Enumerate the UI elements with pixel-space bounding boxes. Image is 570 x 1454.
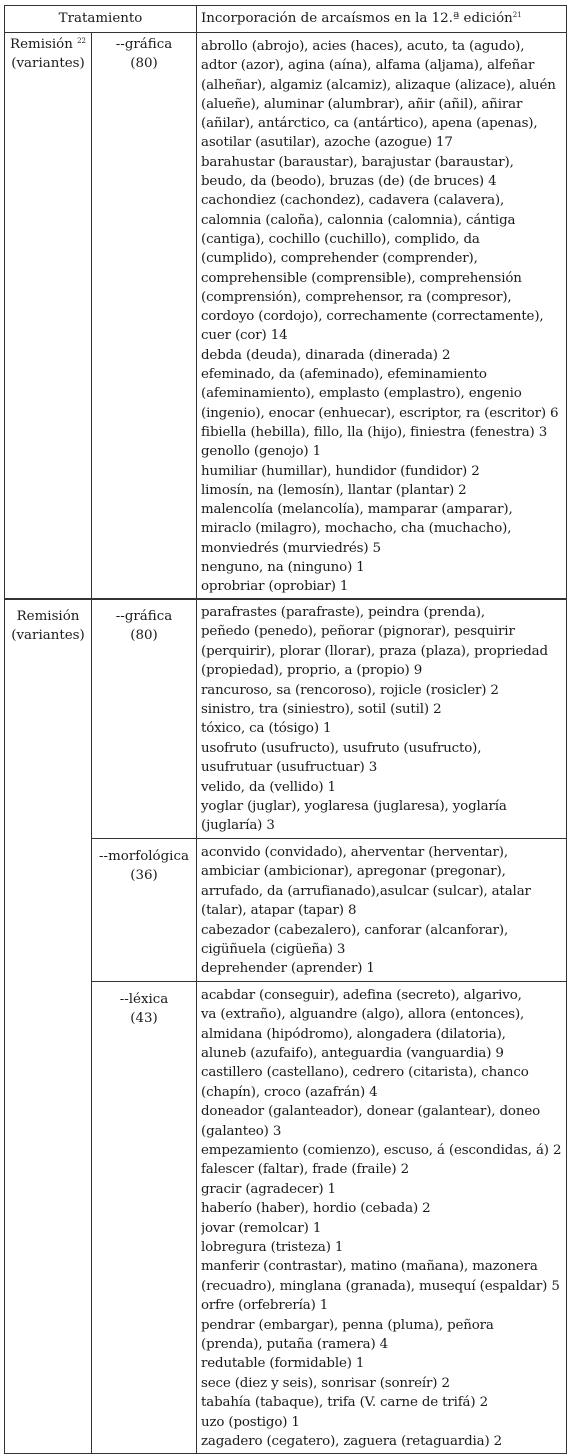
- header-tratamiento: Tratamiento: [5, 6, 197, 33]
- word-list-line: velido, da (vellido) 1: [201, 779, 336, 795]
- word-list-line: peñedo (penedo), peñorar (pignorar), pesquirir: [201, 624, 515, 640]
- word-list-line: comprehensible (comprensible), comprehensión: [201, 270, 522, 286]
- word-list-line: abrollo (abrojo), acies (haces), acuto, ta (agudo),: [201, 39, 525, 54]
- type-label: --gráfica: [115, 609, 173, 624]
- type-label: --morfológica: [99, 848, 189, 864]
- word-list-line: cigüñuela (cigüeña) 3: [201, 941, 346, 957]
- type-label: --léxica: [119, 991, 169, 1007]
- word-list-line: efeminado, da (afeminado), efeminamiento: [201, 367, 487, 383]
- word-list-line: limosín, na (lemosín), llantar (plantar) 2: [201, 482, 467, 498]
- word-list-line: deprehender (aprender) 1: [201, 961, 375, 977]
- word-list-line: uzo (postigo) 1: [201, 1414, 300, 1430]
- word-list-line: usofruto (usufructo), usufruto (usufructo),: [201, 740, 482, 756]
- word-list-line: beudo, da (beodo), bruzas (de) (de bruces) 4: [201, 174, 497, 190]
- word-list-line: debda (deuda), dinarada (dinerada) 2: [201, 347, 451, 363]
- word-list-line: gracir (agradecer) 1: [201, 1181, 336, 1197]
- word-list-line: acabdar (conseguir), adefina (secreto), algarivo,: [201, 987, 522, 1003]
- category-cell: [5, 33, 92, 600]
- arcaismos-table-part2: [4, 598, 567, 1454]
- arcaismos-table-part1: [4, 5, 567, 600]
- word-list-line: (galanteo) 3: [201, 1123, 282, 1139]
- word-list-line: arrufado, da (arrufianado),asulcar (sulcar), atalar: [201, 883, 531, 899]
- word-list-line: (cumplido), comprehender (comprender),: [201, 251, 478, 267]
- word-list-line: (chapín), croco (azafrán) 4: [201, 1084, 378, 1100]
- type-label: --gráfica: [115, 37, 173, 52]
- word-list-line: calomnia (caloña), calonnia (calomnia), cántiga: [201, 212, 516, 228]
- word-list-line: lobregura (tristeza) 1: [201, 1240, 344, 1255]
- word-list-line: genollo (genojo) 1: [201, 444, 321, 460]
- header-incorporacion-text: Incorporación de arcaísmos en la 12.ª edición: [201, 11, 513, 26]
- word-list-line: (propiedad), proprio, a (propio) 9: [201, 663, 423, 679]
- word-list-line: manferir (contrastar), matino (mañana), mazonera: [201, 1259, 538, 1275]
- word-list-line: fibiella (hebilla), fillo, lla (hijo), finiestra (fenestra) 3: [201, 424, 548, 440]
- word-list-line: humiliar (humillar), hundidor (fundidor) 2: [201, 463, 480, 479]
- word-list-line: miraclo (milagro), mochacho, cha (muchacho),: [201, 521, 512, 537]
- word-list-line: tabahía (tabaque), trifa (V. carne de trifá) 2: [201, 1395, 488, 1411]
- word-list-line: tóxico, ca (tósigo) 1: [201, 721, 332, 737]
- word-list-line: cachondiez (cachondez), cadavera (calavera),: [201, 193, 505, 209]
- word-list-line: nenguno, na (ninguno) 1: [201, 560, 365, 576]
- table-row: [5, 33, 567, 600]
- type-cell: [92, 838, 197, 981]
- word-list: [197, 33, 567, 600]
- word-list-line: yoglar (juglar), yoglaresa (juglaresa), yoglaría: [201, 799, 507, 815]
- word-list-line: castillero (castellano), cedrero (citarista), chanco: [201, 1065, 529, 1081]
- word-list-line: rancuroso, sa (rencoroso), rojicle (rosicler) 2: [201, 682, 499, 698]
- header-incorporacion: [197, 6, 567, 33]
- type-count: (36): [130, 867, 158, 883]
- category-sublabel: (variantes): [11, 56, 85, 71]
- table-row: [5, 599, 567, 839]
- word-list-line: sinistro, tra (siniestro), sotil (sutil) 2: [201, 702, 442, 718]
- word-list-line: (afeminamiento), emplasto (emplastro), engenio: [201, 386, 522, 402]
- category-sublabel: (variantes): [11, 628, 85, 643]
- category-label: Remisión: [16, 609, 80, 624]
- word-list-line: malencolía (melancolía), mamparar (amparar),: [201, 502, 513, 518]
- word-list: [197, 981, 567, 1454]
- word-list-line: doneador (galanteador), donear (galantear), doneo: [201, 1104, 541, 1120]
- type-cell: [92, 33, 197, 600]
- word-list-line: (talar), atapar (tapar) 8: [201, 903, 357, 919]
- word-list-line: (perquirir), plorar (llorar), praza (plaza), propriedad: [201, 643, 548, 659]
- word-list-line: aconvido (convidado), aherventar (herventar),: [201, 844, 508, 860]
- word-list-line: (alheñar), algamiz (alcamiz), alizaque (alizace), aluén: [201, 77, 556, 93]
- word-list-line: va (extraño), alguandre (algo), allora (entonces),: [201, 1007, 525, 1023]
- word-list-line: cuer (cor) 14: [201, 328, 288, 344]
- footnote-ref-21: 21: [512, 11, 522, 19]
- word-list-line: (ingenio), enocar (enhuecar), escriptor, ra (escritor) 6: [201, 405, 559, 421]
- word-list-line: barahustar (baraustar), barajustar (baraustar),: [201, 154, 514, 170]
- word-list-line: ambiciar (ambicionar), apregonar (pregonar),: [201, 864, 506, 880]
- word-list-line: cordoyo (cordojo), correchamente (correctamente),: [201, 309, 544, 325]
- word-list-line: pendrar (embargar), penna (pluma), peñora: [201, 1317, 494, 1333]
- word-list-line: (comprensión), comprehensor, ra (compresor),: [201, 289, 512, 305]
- word-list-line: empezamiento (comienzo), escuso, á (escondidas, á) 2: [201, 1142, 562, 1158]
- word-list-line: (prenda), putaña (ramera) 4: [201, 1337, 389, 1353]
- word-list-line: monviedrés (murviedrés) 5: [201, 540, 381, 556]
- word-list-line: adtor (azor), agina (aína), alfama (aljama), alfeñar: [201, 58, 535, 74]
- type-count: (80): [130, 628, 158, 643]
- word-list-line: oprobriar (oprobiar) 1: [201, 579, 349, 595]
- type-cell: [92, 981, 197, 1454]
- word-list-line: haberío (haber), hordio (cebada) 2: [201, 1201, 431, 1217]
- word-list-line: asotilar (asutilar), azoche (azogue) 17: [201, 135, 453, 151]
- word-list-line: jovar (remolcar) 1: [201, 1220, 322, 1236]
- category-cell: [5, 599, 92, 1454]
- word-list-line: parafrastes (parafraste), peindra (prenda),: [201, 605, 485, 620]
- type-cell: [92, 599, 197, 839]
- footnote-ref-22: 22: [77, 37, 86, 45]
- header-row: [5, 6, 567, 33]
- word-list-line: aluneb (azufaifo), anteguardia (vanguardia) 9: [201, 1045, 504, 1061]
- word-list-line: (añilar), antárctico, ca (antártico), apena (apenas),: [201, 116, 538, 132]
- word-list-line: (alueñe), aluminar (alumbrar), añir (añil), añirar: [201, 96, 523, 112]
- word-list-line: (cantiga), cochillo (cuchillo), complido, da: [201, 231, 480, 247]
- word-list: [197, 838, 567, 981]
- word-list: [197, 599, 567, 839]
- word-list-line: orfre (orfebrería) 1: [201, 1298, 329, 1314]
- word-list-line: falescer (faltar), frade (fraile) 2: [201, 1162, 409, 1178]
- type-count: (80): [130, 56, 158, 71]
- type-count: (43): [130, 1010, 158, 1026]
- word-list-line: almidana (hipódromo), alongadera (dilatoria),: [201, 1026, 506, 1042]
- word-list-line: cabezador (cabezalero), canforar (alcanforar),: [201, 922, 509, 938]
- word-list-line: (recuadro), minglana (granada), musequí (espaldar) 5: [201, 1278, 560, 1294]
- category-label: Remisión: [9, 37, 73, 52]
- word-list-line: sece (diez y seis), sonrisar (sonreír) 2: [201, 1375, 450, 1391]
- word-list-line: zagadero (cegatero), zaguera (retaguardia) 2: [201, 1434, 503, 1450]
- word-list-line: usufrutuar (usufructuar) 3: [201, 760, 378, 776]
- word-list-line: redutable (formidable) 1: [201, 1356, 365, 1372]
- word-list-line: (juglaría) 3: [201, 818, 275, 834]
